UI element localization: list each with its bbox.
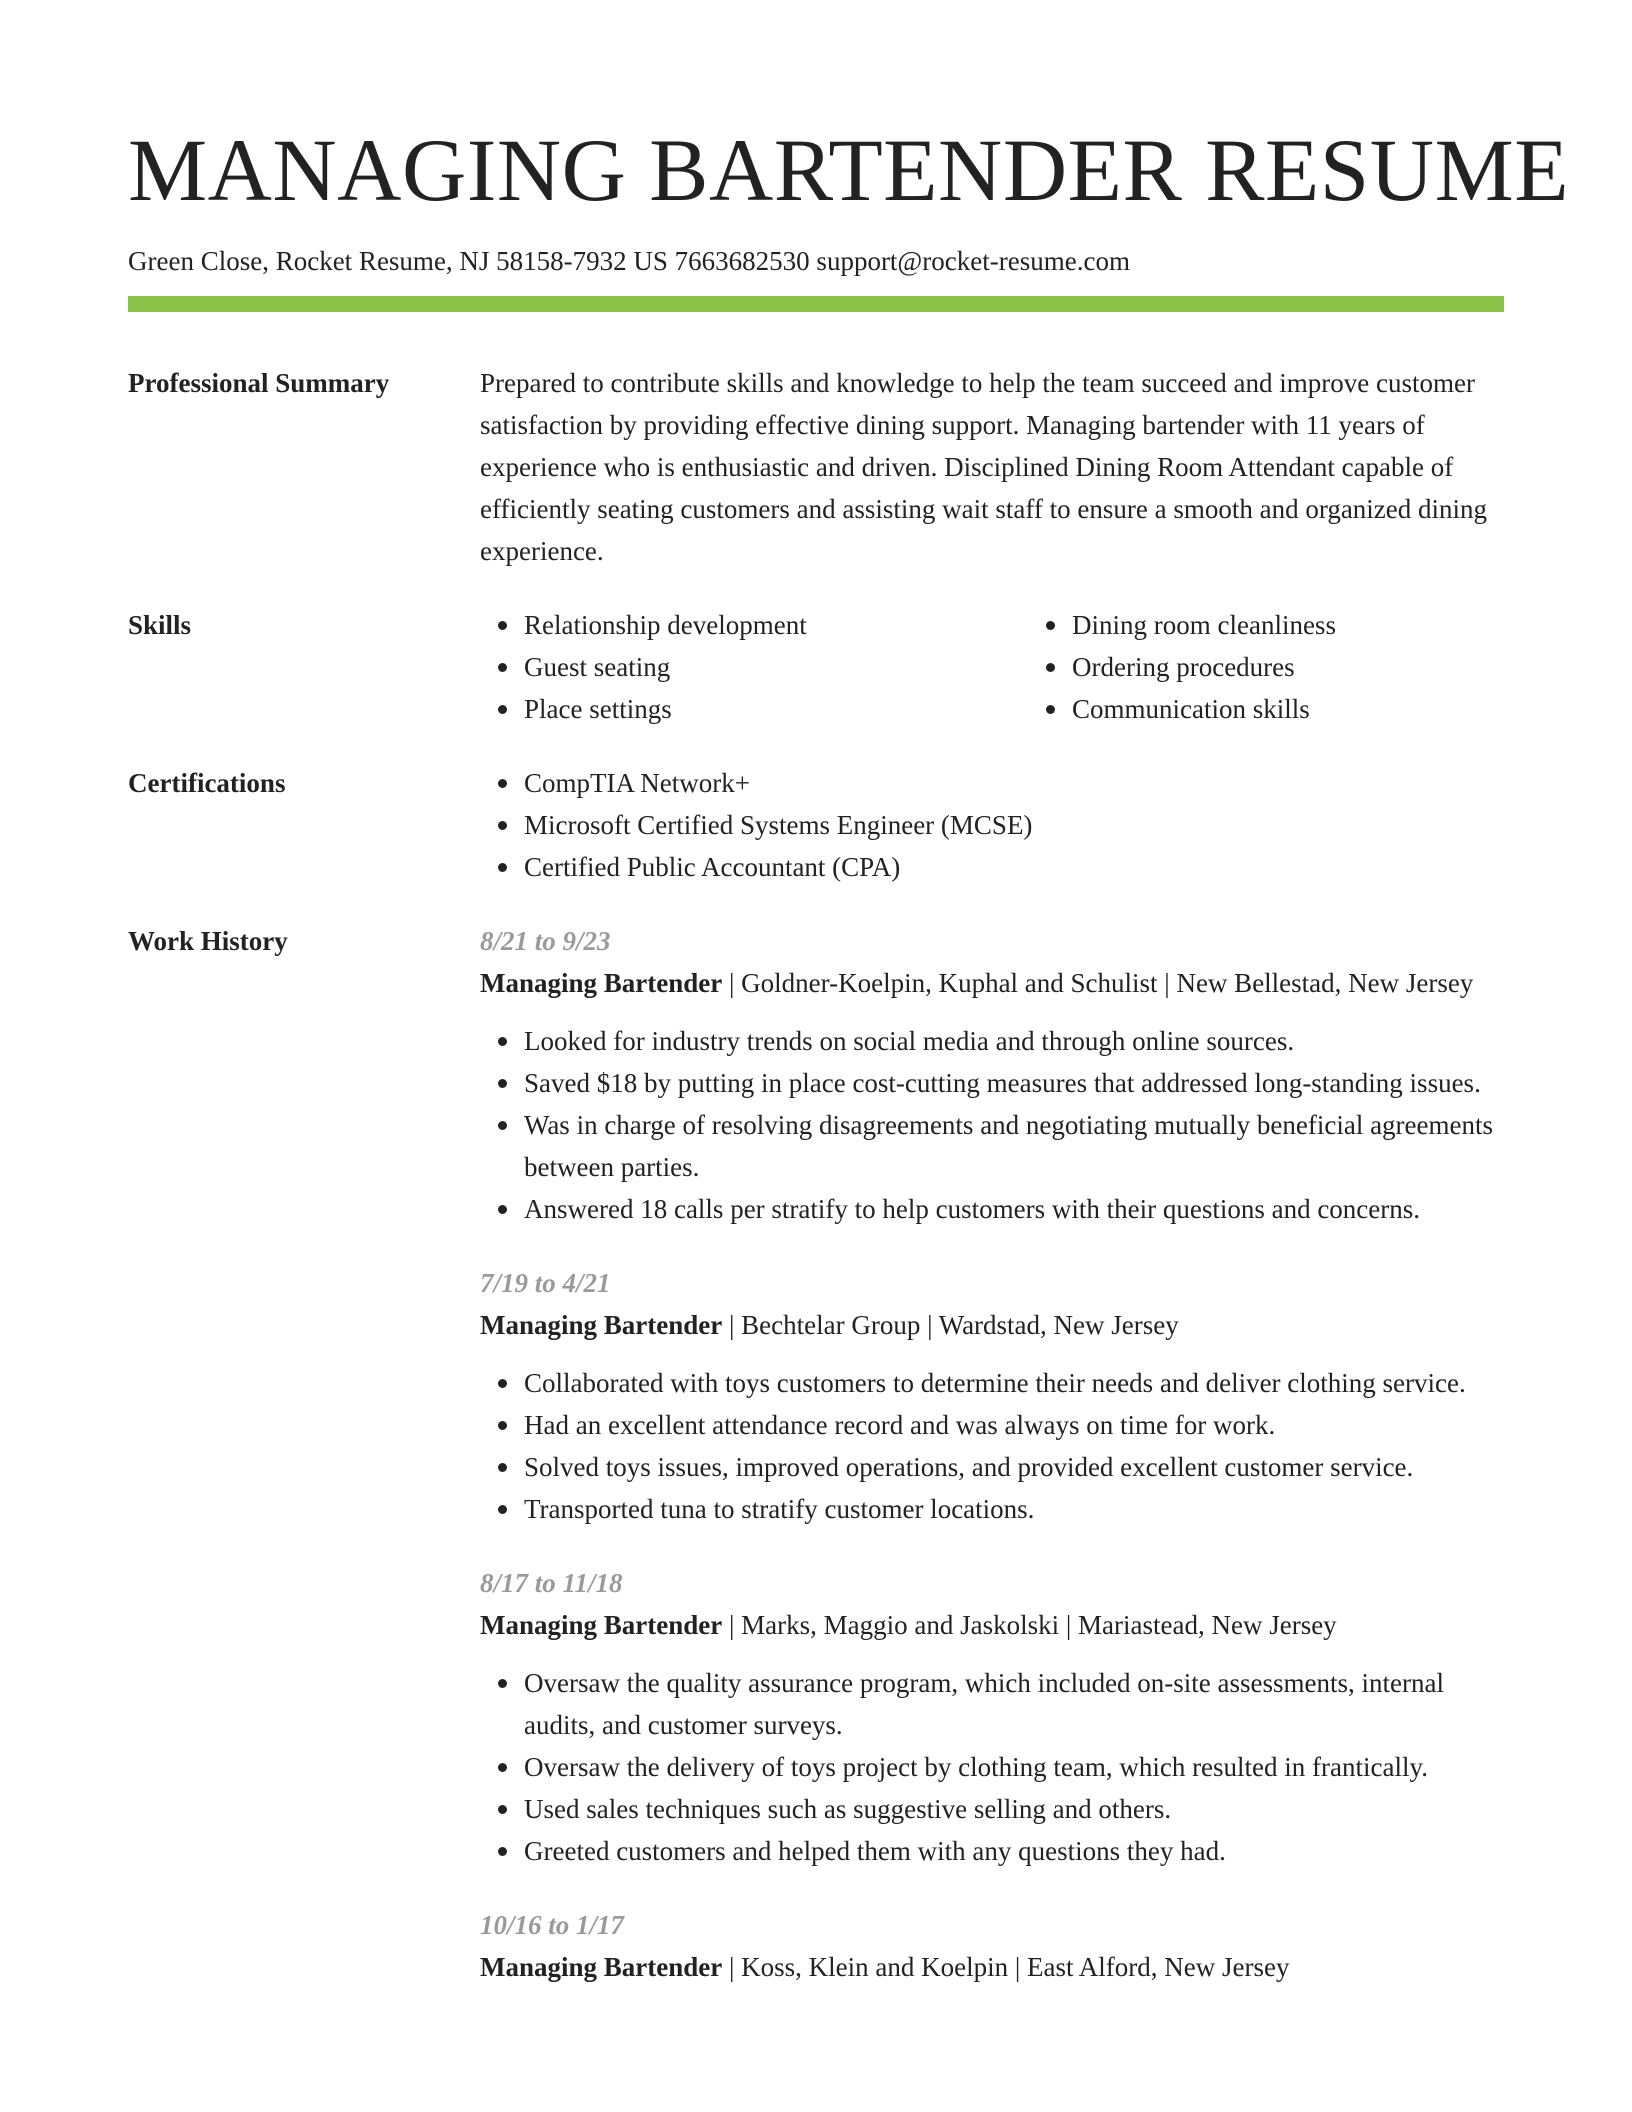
job-bullet: Used sales techniques such as suggestive selling and others.	[524, 1788, 1509, 1830]
job-bullets	[480, 1020, 1509, 1230]
skills-grid	[480, 604, 1576, 730]
job-bullet: Greeted customers and helped them with any questions they had.	[524, 1830, 1509, 1872]
job-dates: 7/19 to 4/21	[480, 1268, 611, 1298]
job-bullet: Oversaw the quality assurance program, which included on-site assessments, internal audits, and customer surveys.	[524, 1662, 1509, 1746]
job-bullet: Looked for industry trends on social media and through online sources.	[524, 1020, 1509, 1062]
job-entry	[480, 920, 1509, 1230]
job-bullet: Oversaw the delivery of toys project by clothing team, which resulted in frantically.	[524, 1746, 1509, 1788]
summary-section	[128, 362, 1509, 572]
job-title: Managing Bartender	[480, 968, 723, 998]
work-history-body	[480, 920, 1509, 2020]
work-history-section	[128, 920, 1509, 2020]
job-bullets	[480, 1362, 1509, 1530]
contact-line: Green Close, Rocket Resume, NJ 58158-7932 US 7663682530 support@rocket-resume.com	[128, 246, 1130, 276]
skills-section	[128, 604, 1509, 730]
job-bullet: Transported tuna to stratify customer locations.	[524, 1488, 1509, 1530]
job-header	[480, 1946, 1509, 1988]
job-bullet: Answered 18 calls per stratify to help customers with their questions and concerns.	[524, 1188, 1509, 1230]
job-bullet: Collaborated with toys customers to determine their needs and deliver clothing service.	[524, 1362, 1509, 1404]
summary-label: Professional Summary	[128, 368, 390, 398]
job-details: | Goldner-Koelpin, Kuphal and Schulist | New Bellestad, New Jersey	[722, 968, 1474, 998]
job-entry	[480, 1562, 1509, 1872]
job-title: Managing Bartender	[480, 1310, 723, 1340]
skill-item: Dining room cleanliness	[1072, 604, 1576, 646]
skill-item: Communication skills	[1072, 688, 1576, 730]
job-details: | Koss, Klein and Koelpin | East Alford, New Jersey	[722, 1952, 1290, 1982]
job-entry	[480, 1904, 1509, 1988]
job-dates: 8/17 to 11/18	[480, 1568, 623, 1598]
header-divider	[128, 296, 1504, 312]
certification-item: Certified Public Accountant (CPA)	[524, 846, 1509, 888]
resume-title: MANAGING BARTENDER RESUME	[128, 122, 1570, 220]
job-dates: 8/21 to 9/23	[480, 926, 611, 956]
job-header	[480, 1604, 1509, 1646]
job-details: | Bechtelar Group | Wardstad, New Jersey	[722, 1310, 1179, 1340]
job-bullet: Had an excellent attendance record and was always on time for work.	[524, 1404, 1509, 1446]
skills-list-right	[1028, 604, 1576, 730]
certifications-label: Certifications	[128, 768, 286, 798]
skills-list-left	[480, 604, 1028, 730]
job-header	[480, 1304, 1509, 1346]
skill-item: Relationship development	[524, 604, 1028, 646]
certification-item: CompTIA Network+	[524, 762, 1509, 804]
skill-item: Place settings	[524, 688, 1028, 730]
job-header	[480, 962, 1509, 1004]
job-dates: 10/16 to 1/17	[480, 1910, 625, 1940]
job-title: Managing Bartender	[480, 1952, 723, 1982]
skill-item: Ordering procedures	[1072, 646, 1576, 688]
job-details: | Marks, Maggio and Jaskolski | Mariastead, New Jersey	[722, 1610, 1337, 1640]
job-title: Managing Bartender	[480, 1610, 723, 1640]
job-bullet: Saved $18 by putting in place cost-cutting measures that addressed long-standing issues.	[524, 1062, 1509, 1104]
job-bullet: Was in charge of resolving disagreements and negotiating mutually beneficial agreements between parties.	[524, 1104, 1509, 1188]
skills-label: Skills	[128, 610, 192, 640]
job-entry	[480, 1262, 1509, 1530]
work-history-label: Work History	[128, 926, 288, 956]
certifications-section	[128, 762, 1509, 888]
job-bullets	[480, 1662, 1509, 1872]
job-bullet: Solved toys issues, improved operations, and provided excellent customer service.	[524, 1446, 1509, 1488]
certification-item: Microsoft Certified Systems Engineer (MCSE)	[524, 804, 1509, 846]
summary-text: Prepared to contribute skills and knowledge to help the team succeed and improve customer satisfaction by providing effective dining support. Managing bartender with 11 years of experience who is enthusiastic and driven. Disciplined Dining Room Attendant capable of efficiently seating customers and assisting wait staff to ensure a smooth and organized dining experience.	[480, 368, 1488, 566]
skill-item: Guest seating	[524, 646, 1028, 688]
certifications-body	[480, 762, 1509, 888]
certifications-list	[480, 762, 1509, 888]
